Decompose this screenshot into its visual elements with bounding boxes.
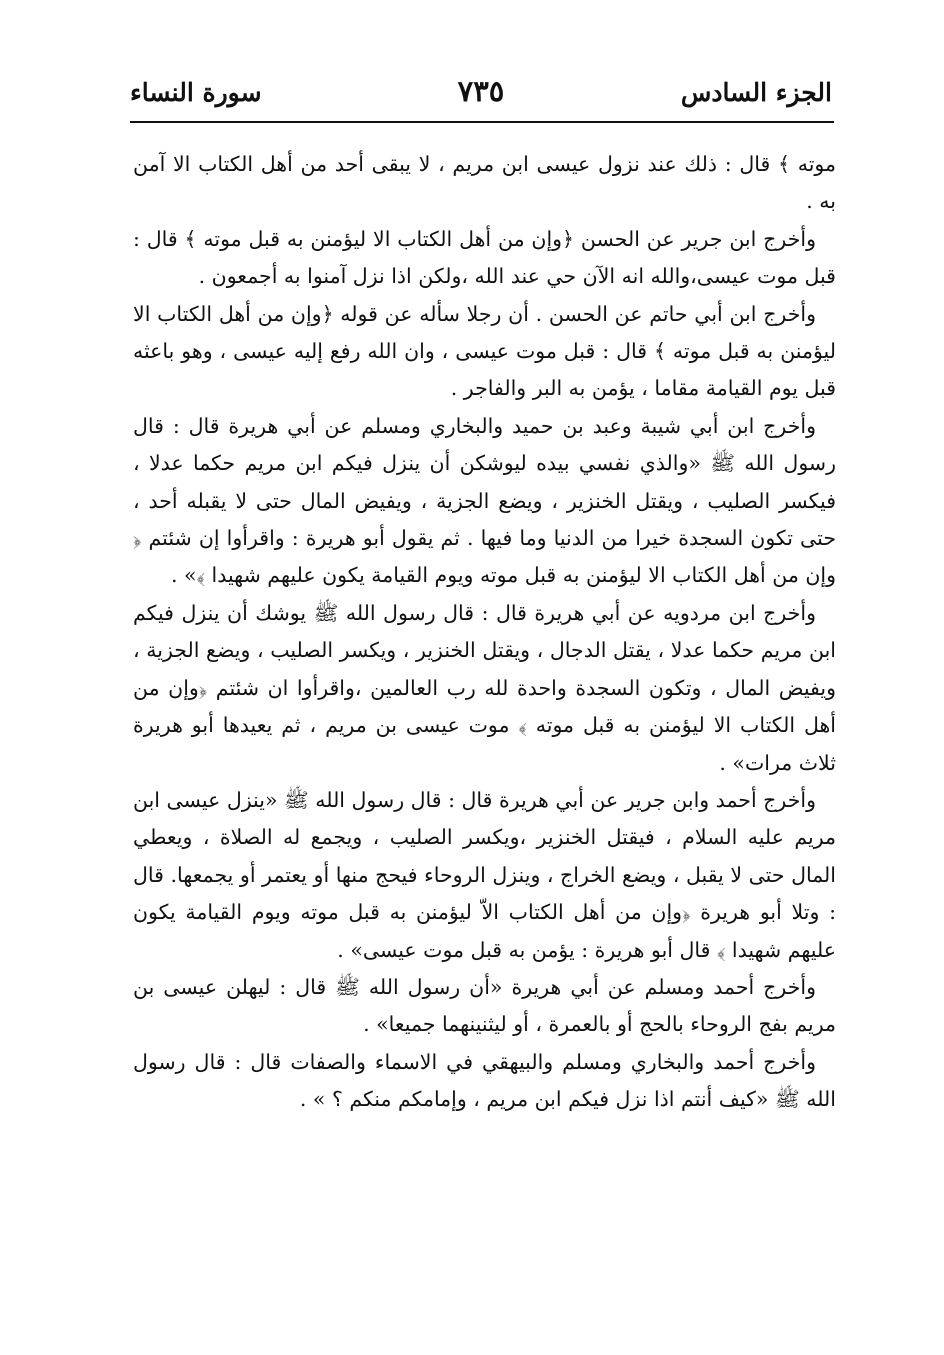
paragraph: وأخرج أحمد وابن جرير عن أبي هريرة قال : قال رسول الله ﷺ «ينزل عيسى ابن مريم عليه السلام ، فيقتل الخنزير ،ويكسر الصليب ، ويجمع له الصلاة ، ويعطي المال حتى لا يقبل ، ويضع الخراج ، وينزل الروحاء فيحج منها أو يعتمر أو يجمعها. قال : وتلا أبو هريرة ﴿وإن من أهل الكتاب الاّ ليؤمنن به قبل موته ويوم القيامة يكون عليهم شهيدا ﴾ قال أبو هريرة : يؤمن به قبل موت عيسى» . (133, 787, 836, 962)
page-number: ٧٣٥ (457, 74, 505, 108)
header-divider (130, 121, 834, 123)
paragraph: وأخرج أحمد والبخاري ومسلم والبيهقي في الاسماء والصفات قال : قال رسول الله ﷺ «كيف أنتم اذا نزل فيكم ابن مريم ، وإمامكم منكم ؟ » . (133, 1049, 836, 1112)
paragraph: موته ﴾ قال : ذلك عند نزول عيسى ابن مريم ، لا يبقى أحد من أهل الكتاب الا آمن به . (133, 152, 836, 214)
surah-label: سورة النساء (130, 78, 262, 107)
paragraph: وأخرج ابن مردويه عن أبي هريرة قال : قال رسول الله ﷺ يوشك أن ينزل فيكم ابن مريم حكما عدلا ، يقتل الدجال ، ويقتل الخنزير ، ويكسر الصليب ، ويضع الجزية ، ويفيض المال ، وتكون السجدة واحدة لله رب العالمين ،واقرأوا ان شئتم ﴿وإن من أهل الكتاب الا ليؤمنن به قبل موته ﴾ موت عيسى بن مريم ، ثم يعيدها أبو هريرة ثلاث مرات» . (133, 600, 836, 775)
paragraph: وأخرج ابن أبي شيبة وعبد بن حميد والبخاري ومسلم عن أبي هريرة قال : قال رسول الله ﷺ «والذي نفسي بيده ليوشكن أن ينزل فيكم ابن مريم حكما عدلا ، فيكسر الصليب ، ويقتل الخنزير ، ويضع الجزية ، ويفيض المال حتى لا يقبله أحد ، حتى تكون السجدة خيرا من الدنيا وما فيها . ثم يقول أبو هريرة : واقرأوا إن شئتم ﴿ وإن من أهل الكتاب الا ليؤمنن به قبل موته ويوم القيامة يكون عليهم شهيدا ﴾» . (133, 413, 836, 588)
paragraph: وأخرج أحمد ومسلم عن أبي هريرة «أن رسول الله ﷺ قال : ليهلن عيسى بن مريم بفج الروحاء بالحج أو بالعمرة ، أو ليثنينهما جميعا» . (133, 974, 836, 1037)
paragraph: وأخرج ابن أبي حاتم عن الحسن . أن رجلا سأله عن قوله ﴿وإن من أهل الكتاب الا ليؤمنن به قبل موته ﴾ قال : قبل موت عيسى ، وان الله رفع إليه عيسى ، وهو باعثه قبل يوم القيامة مقاما ، يؤمن به البر والفاجر . (133, 301, 836, 401)
part-label: الجزء السادس (680, 78, 832, 107)
page-header (130, 70, 832, 118)
page-body (133, 146, 836, 1119)
paragraph: وأخرج ابن جرير عن الحسن ﴿وإن من أهل الكتاب الا ليؤمنن به قبل موته ﴾ قال : قبل موت عيسى،والله انه الآن حي عند الله ،ولكن اذا نزل آمنوا به أجمعون . (133, 226, 836, 289)
